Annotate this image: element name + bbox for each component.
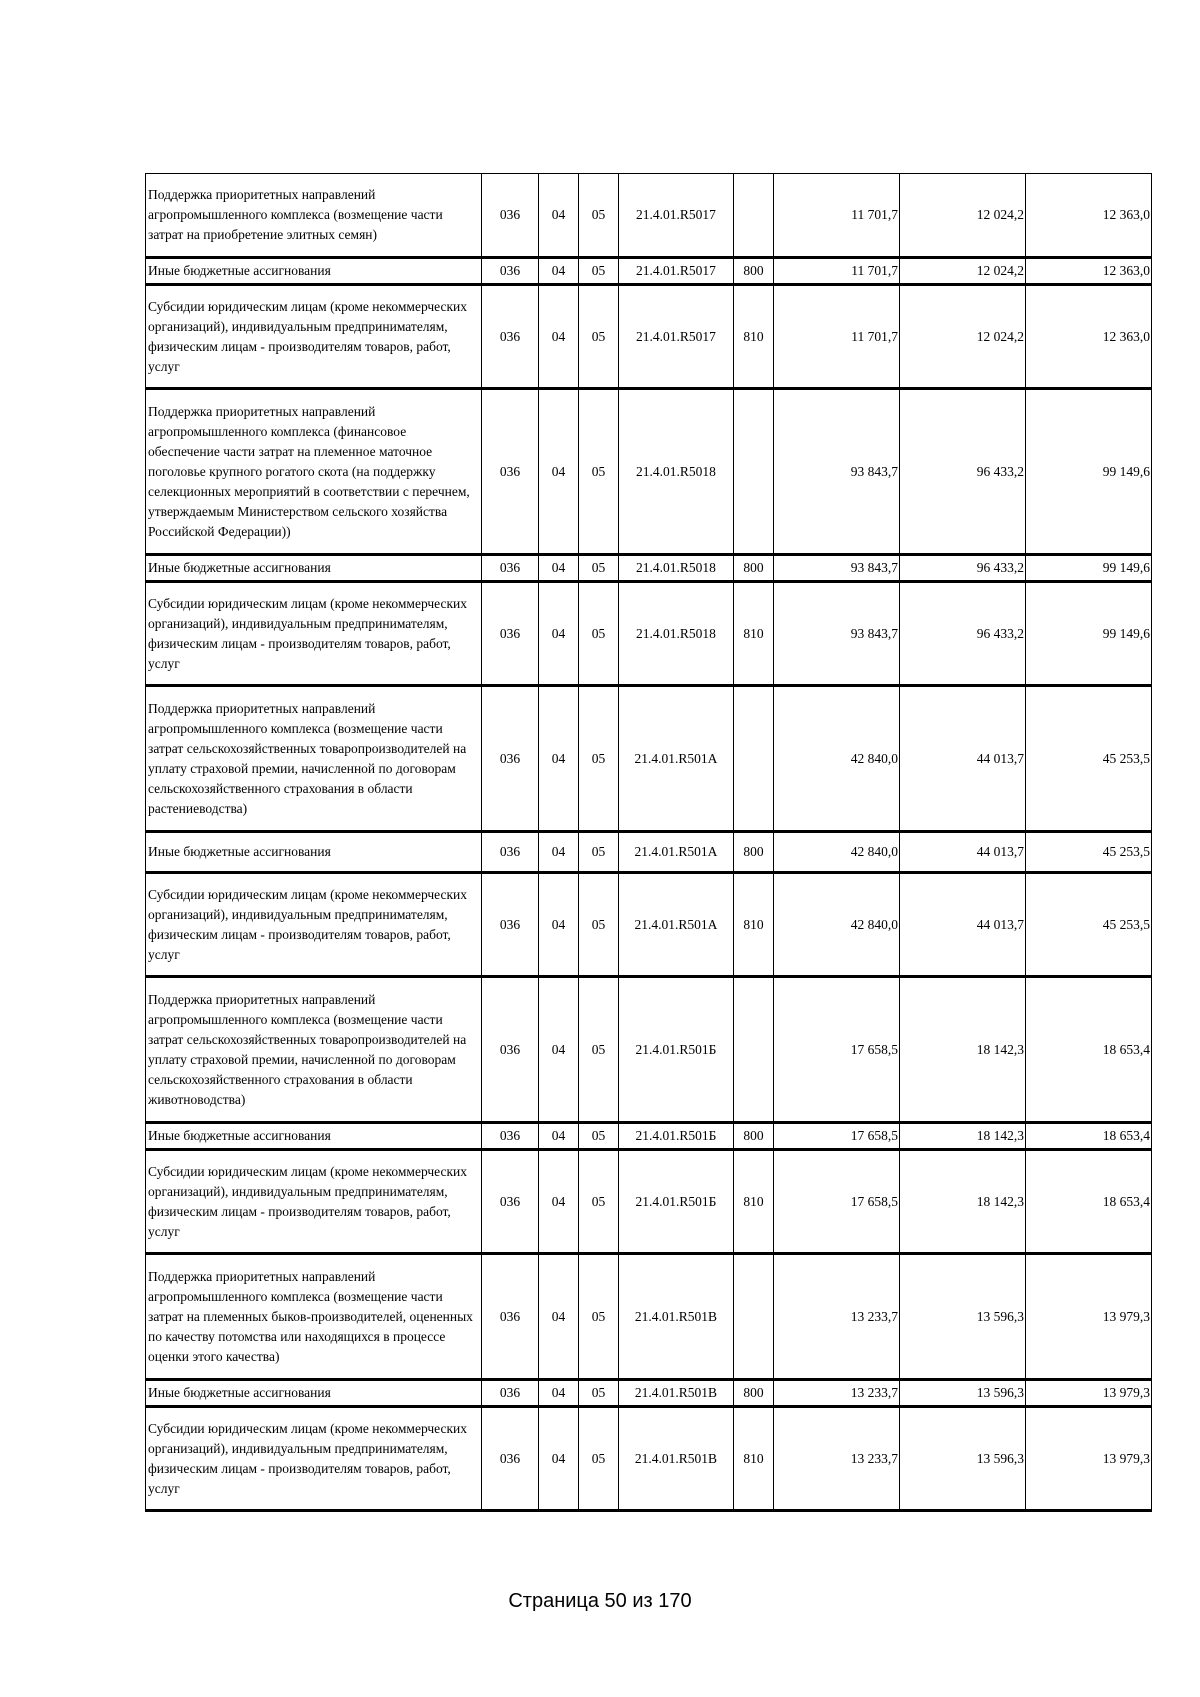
cell-section: 04 (539, 1380, 579, 1407)
cell-expense-type (734, 686, 774, 832)
cell-description: Иные бюджетные ассигнования (146, 1123, 482, 1150)
cell-target-article: 21.4.01.R501В (619, 1254, 734, 1380)
cell-amount-year-2: 12 024,2 (900, 174, 1026, 258)
cell-expense-type: 800 (734, 832, 774, 873)
cell-admin-code: 036 (482, 686, 539, 832)
cell-expense-type: 800 (734, 1380, 774, 1407)
table-row (146, 555, 1152, 582)
cell-amount-year-2: 96 433,2 (900, 582, 1026, 686)
table-row (146, 389, 1152, 555)
cell-amount-year-3: 45 253,5 (1026, 686, 1152, 832)
cell-amount-year-1: 11 701,7 (774, 285, 900, 389)
table-row (146, 285, 1152, 389)
cell-description: Поддержка приоритетных направлений агропромышленного комплекса (возмещение части затрат сельскохозяйственных товаропроизводителей на уплату страховой премии, начисленной по договорам сельскохозяйственного страхования в области животноводства) (146, 977, 482, 1123)
cell-subsection: 05 (579, 873, 619, 977)
cell-section: 04 (539, 1254, 579, 1380)
cell-section: 04 (539, 285, 579, 389)
cell-subsection: 05 (579, 1254, 619, 1380)
cell-amount-year-1: 42 840,0 (774, 873, 900, 977)
cell-section: 04 (539, 174, 579, 258)
cell-amount-year-2: 44 013,7 (900, 686, 1026, 832)
cell-amount-year-2: 12 024,2 (900, 258, 1026, 285)
table-row (146, 832, 1152, 873)
cell-description: Иные бюджетные ассигнования (146, 555, 482, 582)
cell-amount-year-2: 13 596,3 (900, 1254, 1026, 1380)
cell-amount-year-1: 42 840,0 (774, 686, 900, 832)
cell-amount-year-1: 13 233,7 (774, 1254, 900, 1380)
cell-subsection: 05 (579, 1407, 619, 1511)
cell-amount-year-2: 44 013,7 (900, 832, 1026, 873)
cell-description: Иные бюджетные ассигнования (146, 832, 482, 873)
cell-section: 04 (539, 873, 579, 977)
table-row (146, 873, 1152, 977)
cell-expense-type: 810 (734, 285, 774, 389)
cell-amount-year-3: 99 149,6 (1026, 389, 1152, 555)
cell-amount-year-1: 17 658,5 (774, 977, 900, 1123)
cell-amount-year-3: 45 253,5 (1026, 873, 1152, 977)
cell-description: Субсидии юридическим лицам (кроме некоммерческих организаций), индивидуальным предпринимателям, физическим лицам - производителям товаров, работ, услуг (146, 285, 482, 389)
cell-amount-year-1: 11 701,7 (774, 174, 900, 258)
cell-expense-type: 800 (734, 555, 774, 582)
cell-amount-year-1: 17 658,5 (774, 1123, 900, 1150)
cell-amount-year-2: 18 142,3 (900, 1123, 1026, 1150)
cell-expense-type: 800 (734, 1123, 774, 1150)
cell-admin-code: 036 (482, 1150, 539, 1254)
cell-section: 04 (539, 582, 579, 686)
cell-amount-year-3: 12 363,0 (1026, 174, 1152, 258)
cell-admin-code: 036 (482, 258, 539, 285)
cell-target-article: 21.4.01.R501Б (619, 977, 734, 1123)
budget-table (145, 173, 1152, 1512)
cell-admin-code: 036 (482, 977, 539, 1123)
cell-target-article: 21.4.01.R5017 (619, 258, 734, 285)
cell-amount-year-2: 96 433,2 (900, 389, 1026, 555)
cell-subsection: 05 (579, 1380, 619, 1407)
cell-expense-type: 810 (734, 1407, 774, 1511)
cell-amount-year-2: 18 142,3 (900, 977, 1026, 1123)
cell-admin-code: 036 (482, 582, 539, 686)
cell-expense-type: 810 (734, 582, 774, 686)
cell-amount-year-3: 13 979,3 (1026, 1380, 1152, 1407)
cell-amount-year-2: 96 433,2 (900, 555, 1026, 582)
cell-target-article: 21.4.01.R501А (619, 832, 734, 873)
cell-expense-type (734, 389, 774, 555)
cell-amount-year-2: 44 013,7 (900, 873, 1026, 977)
cell-description: Поддержка приоритетных направлений агропромышленного комплекса (возмещение части затрат сельскохозяйственных товаропроизводителей на уплату страховой премии, начисленной по договорам сельскохозяйственного страхования в области растениеводства) (146, 686, 482, 832)
cell-subsection: 05 (579, 1150, 619, 1254)
cell-subsection: 05 (579, 977, 619, 1123)
cell-description: Субсидии юридическим лицам (кроме некоммерческих организаций), индивидуальным предпринимателям, физическим лицам - производителям товаров, работ, услуг (146, 1150, 482, 1254)
cell-description: Субсидии юридическим лицам (кроме некоммерческих организаций), индивидуальным предпринимателям, физическим лицам - производителям товаров, работ, услуг (146, 1407, 482, 1511)
cell-expense-type (734, 1254, 774, 1380)
cell-target-article: 21.4.01.R501А (619, 873, 734, 977)
cell-section: 04 (539, 832, 579, 873)
cell-target-article: 21.4.01.R501А (619, 686, 734, 832)
cell-description: Иные бюджетные ассигнования (146, 1380, 482, 1407)
cell-target-article: 21.4.01.R5017 (619, 285, 734, 389)
cell-amount-year-2: 18 142,3 (900, 1150, 1026, 1254)
cell-target-article: 21.4.01.R5018 (619, 555, 734, 582)
cell-admin-code: 036 (482, 1123, 539, 1150)
cell-admin-code: 036 (482, 832, 539, 873)
table-row (146, 1150, 1152, 1254)
cell-expense-type: 810 (734, 873, 774, 977)
table-row (146, 582, 1152, 686)
cell-amount-year-1: 17 658,5 (774, 1150, 900, 1254)
cell-section: 04 (539, 1150, 579, 1254)
table-row (146, 258, 1152, 285)
table-row (146, 686, 1152, 832)
table-row (146, 174, 1152, 258)
cell-target-article: 21.4.01.R501В (619, 1380, 734, 1407)
cell-admin-code: 036 (482, 1254, 539, 1380)
cell-section: 04 (539, 1123, 579, 1150)
cell-amount-year-1: 13 233,7 (774, 1407, 900, 1511)
cell-amount-year-3: 99 149,6 (1026, 555, 1152, 582)
table-row (146, 1407, 1152, 1511)
cell-target-article: 21.4.01.R5017 (619, 174, 734, 258)
cell-admin-code: 036 (482, 1380, 539, 1407)
cell-description: Субсидии юридическим лицам (кроме некоммерческих организаций), индивидуальным предпринимателям, физическим лицам - производителям товаров, работ, услуг (146, 873, 482, 977)
cell-admin-code: 036 (482, 1407, 539, 1511)
cell-admin-code: 036 (482, 285, 539, 389)
cell-description: Поддержка приоритетных направлений агропромышленного комплекса (возмещение части затрат на приобретение элитных семян) (146, 174, 482, 258)
table-row (146, 977, 1152, 1123)
cell-amount-year-3: 99 149,6 (1026, 582, 1152, 686)
cell-amount-year-3: 18 653,4 (1026, 1150, 1152, 1254)
cell-section: 04 (539, 1407, 579, 1511)
cell-subsection: 05 (579, 389, 619, 555)
cell-amount-year-3: 13 979,3 (1026, 1254, 1152, 1380)
cell-subsection: 05 (579, 1123, 619, 1150)
cell-amount-year-1: 11 701,7 (774, 258, 900, 285)
cell-amount-year-1: 93 843,7 (774, 389, 900, 555)
cell-amount-year-2: 12 024,2 (900, 285, 1026, 389)
cell-subsection: 05 (579, 582, 619, 686)
cell-amount-year-3: 18 653,4 (1026, 1123, 1152, 1150)
cell-amount-year-3: 18 653,4 (1026, 977, 1152, 1123)
table-row (146, 1254, 1152, 1380)
cell-amount-year-2: 13 596,3 (900, 1407, 1026, 1511)
cell-description: Поддержка приоритетных направлений агропромышленного комплекса (возмещение части затрат на племенных быков-производителей, оцененных по качеству потомства или находящихся в процессе оценки этого качества) (146, 1254, 482, 1380)
cell-target-article: 21.4.01.R501Б (619, 1150, 734, 1254)
cell-subsection: 05 (579, 555, 619, 582)
cell-admin-code: 036 (482, 389, 539, 555)
cell-expense-type: 800 (734, 258, 774, 285)
table-row (146, 1123, 1152, 1150)
cell-section: 04 (539, 258, 579, 285)
cell-amount-year-1: 42 840,0 (774, 832, 900, 873)
cell-description: Субсидии юридическим лицам (кроме некоммерческих организаций), индивидуальным предпринимателям, физическим лицам - производителям товаров, работ, услуг (146, 582, 482, 686)
cell-admin-code: 036 (482, 174, 539, 258)
cell-admin-code: 036 (482, 873, 539, 977)
cell-amount-year-2: 13 596,3 (900, 1380, 1026, 1407)
cell-amount-year-1: 13 233,7 (774, 1380, 900, 1407)
table-row (146, 1380, 1152, 1407)
cell-section: 04 (539, 555, 579, 582)
cell-expense-type (734, 977, 774, 1123)
cell-amount-year-1: 93 843,7 (774, 582, 900, 686)
cell-subsection: 05 (579, 174, 619, 258)
cell-subsection: 05 (579, 686, 619, 832)
cell-section: 04 (539, 389, 579, 555)
cell-amount-year-3: 12 363,0 (1026, 258, 1152, 285)
cell-subsection: 05 (579, 285, 619, 389)
cell-description: Поддержка приоритетных направлений агропромышленного комплекса (финансовое обеспечение части затрат на племенное маточное поголовье крупного рогатого скота (на поддержку селекционных мероприятий в соответствии с перечнем, утверждаемым Министерством сельского хозяйства Российской Федерации)) (146, 389, 482, 555)
cell-section: 04 (539, 977, 579, 1123)
table-body (146, 174, 1152, 1511)
page-number-label: Страница 50 из 170 (508, 1590, 692, 1612)
cell-subsection: 05 (579, 832, 619, 873)
cell-target-article: 21.4.01.R5018 (619, 582, 734, 686)
cell-admin-code: 036 (482, 555, 539, 582)
cell-description: Иные бюджетные ассигнования (146, 258, 482, 285)
cell-expense-type (734, 174, 774, 258)
cell-amount-year-1: 93 843,7 (774, 555, 900, 582)
cell-amount-year-3: 13 979,3 (1026, 1407, 1152, 1511)
cell-subsection: 05 (579, 258, 619, 285)
cell-amount-year-3: 45 253,5 (1026, 832, 1152, 873)
cell-expense-type: 810 (734, 1150, 774, 1254)
cell-target-article: 21.4.01.R501Б (619, 1123, 734, 1150)
cell-target-article: 21.4.01.R501В (619, 1407, 734, 1511)
cell-target-article: 21.4.01.R5018 (619, 389, 734, 555)
cell-section: 04 (539, 686, 579, 832)
cell-amount-year-3: 12 363,0 (1026, 285, 1152, 389)
page-footer (0, 1590, 1200, 1613)
